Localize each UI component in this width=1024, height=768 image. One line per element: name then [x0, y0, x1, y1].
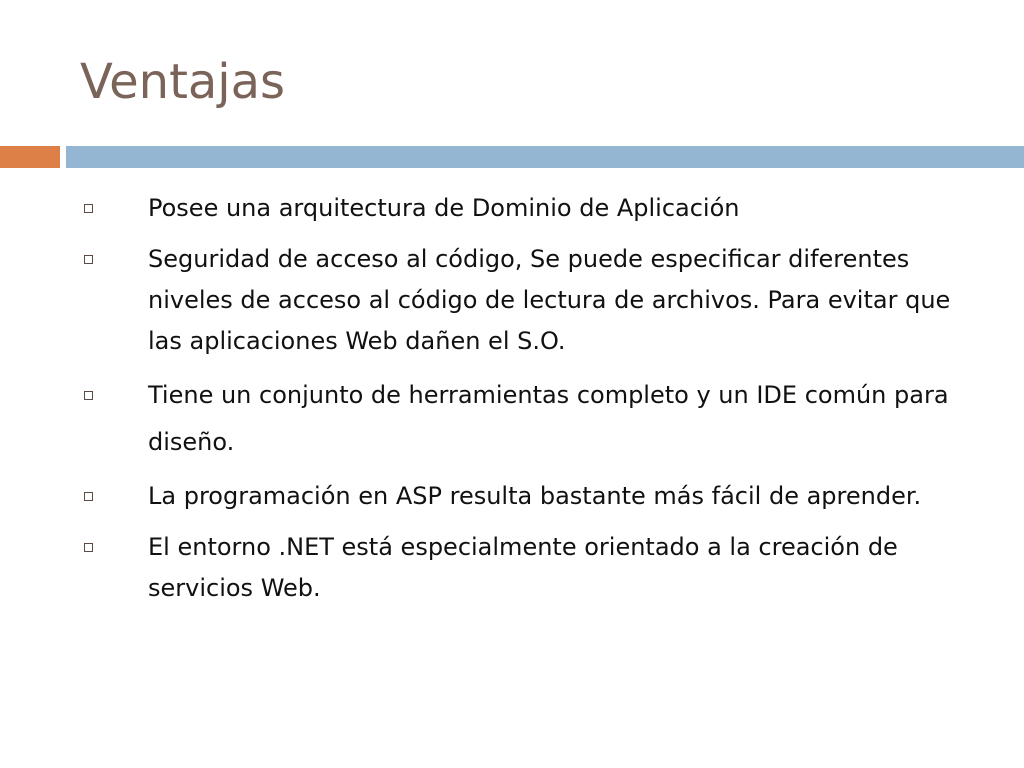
square-bullet-icon: [84, 391, 93, 400]
bullet-item: [80, 239, 960, 362]
accent-bar-blue: [66, 146, 1024, 168]
bullet-item: [80, 188, 960, 229]
square-bullet-icon: [84, 255, 93, 264]
square-bullet-icon: [84, 492, 93, 501]
bullet-list: [80, 188, 960, 619]
bullet-text: El entorno .NET está especialmente orientado a la creación de servicios Web.: [148, 533, 898, 602]
bullet-text: Tiene un conjunto de herramientas completo y un IDE común para diseño.: [148, 381, 949, 456]
bullet-text: La programación en ASP resulta bastante más fácil de aprender.: [148, 482, 922, 510]
bullet-item: [80, 527, 960, 609]
bullet-text: Posee una arquitectura de Dominio de Aplicación: [148, 194, 740, 222]
bullet-text: Seguridad de acceso al código, Se puede especificar diferentes niveles de acceso al código de lectura de archivos. Para evitar que las aplicaciones Web dañen el S.O.: [148, 245, 951, 355]
bullet-item: [80, 372, 960, 466]
square-bullet-icon: [84, 204, 93, 213]
accent-bar-orange: [0, 146, 60, 168]
square-bullet-icon: [84, 543, 93, 552]
bullet-item: [80, 476, 960, 517]
slide-title: Ventajas: [80, 54, 286, 110]
